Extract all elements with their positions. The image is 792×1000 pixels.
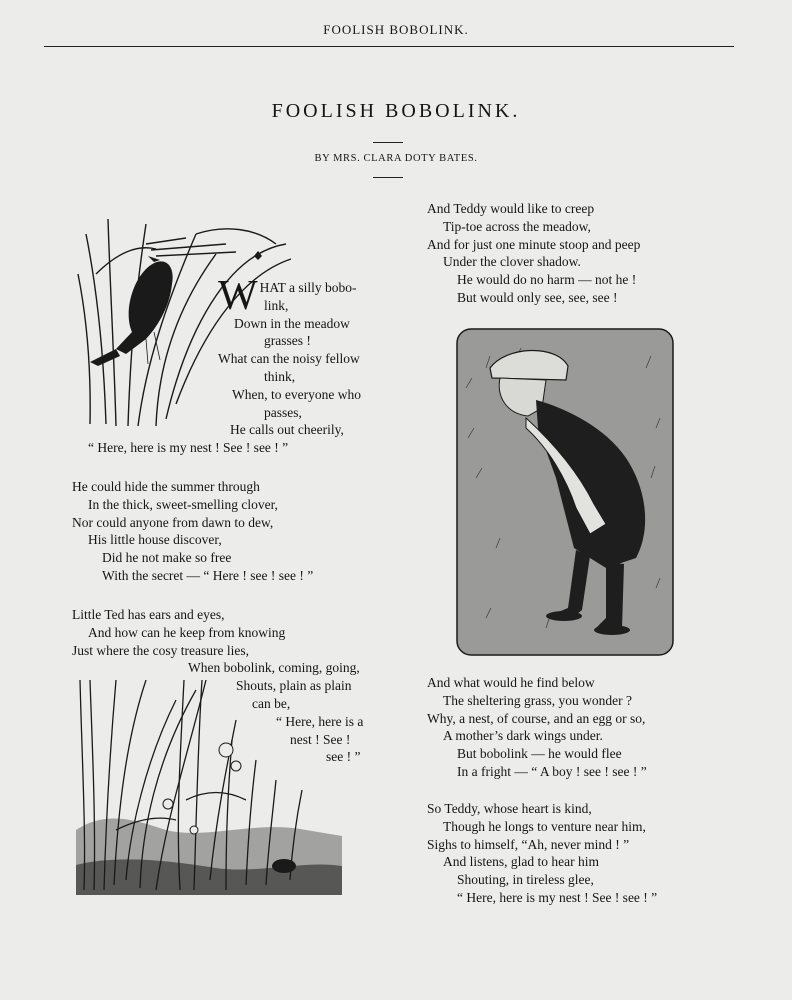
poem-line: So Teddy, whose heart is kind,	[427, 801, 592, 816]
right-stanza-3	[427, 800, 657, 907]
poem-line: When bobolink, coming, going,	[188, 660, 360, 676]
drop-cap: W	[218, 273, 258, 319]
poem-line: In the thick, sweet-smelling clover,	[88, 496, 278, 512]
poem-line: HAT a silly bobo-	[259, 280, 357, 295]
poem-line: And for just one minute stoop and peep	[427, 236, 641, 252]
poem-line: nest ! See !	[290, 731, 351, 747]
poem-line: The sheltering grass, you wonder ?	[443, 692, 632, 708]
left-stanza-2	[72, 478, 313, 585]
poem-line: In a fright — “ A boy ! see ! see ! ”	[457, 763, 647, 779]
meadow-grass-illustration	[76, 680, 342, 895]
poem-line: He could hide the summer through	[72, 479, 260, 494]
poem-line: But bobolink — he would flee	[457, 746, 622, 762]
poem-line: Under the clover shadow.	[443, 254, 581, 270]
poem-line: passes,	[264, 404, 302, 420]
poem-line: When, to everyone who	[232, 386, 361, 402]
poem-line: think,	[264, 368, 296, 384]
poem-line: Tip-toe across the meadow,	[443, 218, 591, 234]
poem-line: Little Ted has ears and eyes,	[72, 607, 225, 622]
poem-line: can be,	[252, 695, 291, 711]
poem-line: And what would he find below	[427, 675, 595, 690]
poem-line: He would do no harm — not he !	[457, 272, 637, 288]
poem-line: Shouts, plain as plain	[236, 678, 352, 694]
poem-line: link,	[264, 297, 289, 313]
poem-title: FOOLISH BOBOLINK.	[271, 100, 521, 122]
poem-line: Sighs to himself, “Ah, never mind ! ”	[427, 836, 630, 852]
header-rule	[44, 46, 734, 47]
poem-line: What can the noisy fellow	[218, 351, 360, 367]
poem-line: Nor could anyone from dawn to dew,	[72, 514, 274, 530]
poem-line: But would only see, see, see !	[457, 289, 618, 305]
beetle-icon	[272, 859, 296, 873]
poem-line: Shouting, in tireless glee,	[457, 872, 594, 888]
poem-line: Did he not make so free	[102, 550, 232, 566]
poem-line: Why, a nest, of course, and an egg or so,	[427, 710, 646, 726]
poem-line: Though he longs to venture near him,	[443, 818, 646, 834]
title-rule	[373, 142, 403, 143]
poem-line: Just where the cosy treasure lies,	[72, 642, 249, 658]
poem-line: And listens, glad to hear him	[443, 854, 599, 870]
poem-line: see ! ”	[326, 749, 361, 765]
poem-line: “ Here, here is a	[276, 713, 364, 729]
byline-rule	[373, 177, 403, 178]
poem-line: And how can he keep from knowing	[88, 624, 286, 640]
poem-line: “ Here, here is my nest ! See ! see ! ”	[457, 889, 658, 905]
poem-line: grasses !	[264, 333, 311, 349]
left-stanza-1	[88, 273, 361, 457]
poem-line: With the secret — “ Here ! see ! see ! ”	[102, 567, 314, 583]
boy-in-meadow-illustration	[456, 328, 674, 656]
running-head: FOOLISH BOBOLINK.	[323, 22, 469, 37]
right-stanza-1	[427, 200, 640, 307]
poem-line: Down in the meadow	[234, 315, 350, 331]
poem-line: His little house discover,	[88, 532, 222, 548]
right-stanza-2	[427, 674, 647, 781]
poem-line: He calls out cheerily,	[230, 422, 344, 438]
poem-line: And Teddy would like to creep	[427, 201, 595, 216]
poem-line: A mother’s dark wings under.	[443, 728, 603, 744]
poem-line: “ Here, here is my nest ! See ! see ! ”	[88, 440, 289, 456]
byline: BY MRS. CLARA DOTY BATES.	[314, 153, 478, 164]
